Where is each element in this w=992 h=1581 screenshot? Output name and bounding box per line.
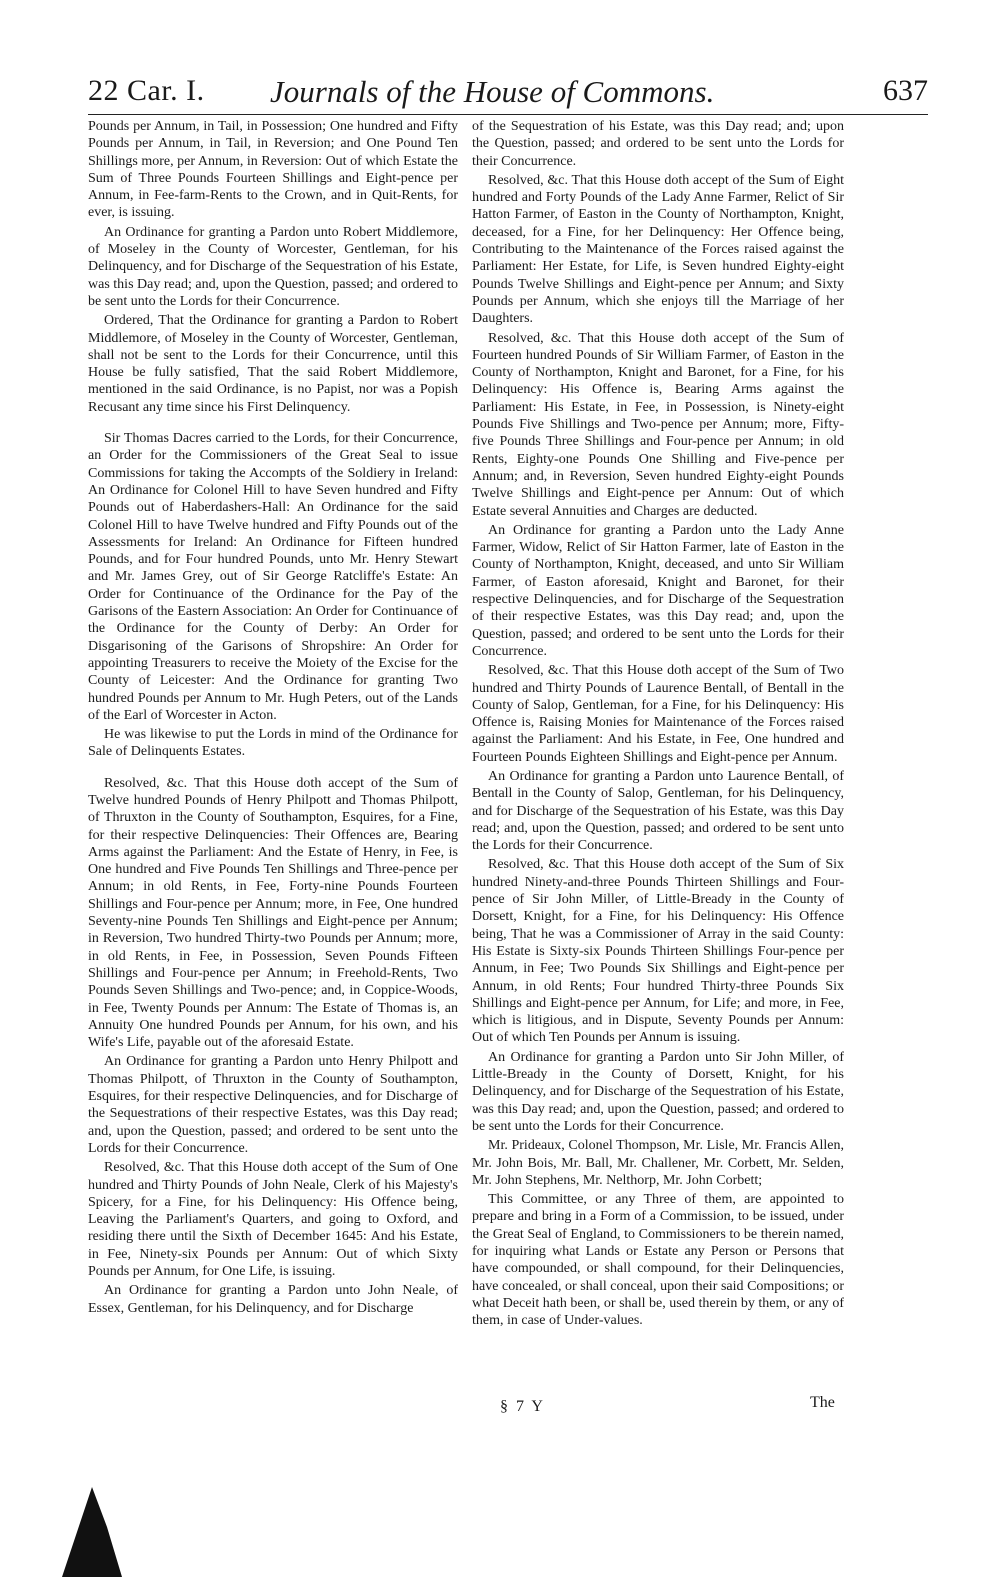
paragraph: This Committee, or any Three of them, are appointed to prepare and bring in a Form of a Commission, to be issued, under the Great Seal of England, to Commissioners to be therein named, for inquiring what Lands or Estate any Person or Persons that have compounded, or shall compound, for their Delinquencies, have concealed, or shall conceal, upon their said Compositions; or what Deceit hath been, or shall be, used therein by them, or any of them, in case of Under-values. [472,1192,844,1329]
paragraph: Mr. Prideaux, Colonel Thompson, Mr. Lisle, Mr. Francis Allen, Mr. John Bois, Mr. Ball, Mr. Challener, Mr. Corbett, Mr. Selden, Mr. John Stephens, Mr. Nelthorp, Mr. John Corbett; [472,1138,844,1188]
paragraph: Resolved, &c. That this House doth accept of the Sum of One hundred and Thirty Pounds of John Neale, Clerk of his Majesty's Spicery, for a Fine, for his Delinquency: His Offence being, Leaving the Parliament's Quarters, and going to Oxford, and residing there until the Sixth of December 1645: And his Estate, in Fee, Ninety-six Pounds per Annum: Out of which Sixty Pounds per Annum, for One Life, is issuing. [88,1160,458,1279]
paragraph: Ordered, That the Ordinance for granting a Pardon to Robert Middlemore, of Moseley in the County of Worcester, Gentleman, shall not be sent to the Lords for their Concurrence, until this House be fully satisfied, That the said Robert Middlemore, mentioned in the said Ordinance, is no Papist, nor was a Popish Recusant any time since his First Delinquency. [88,313,458,415]
paragraph: Pounds per Annum, in Tail, in Possession; One hundred and Fifty Pounds per Annum, in Tail, in Reversion; and One Pound Ten Shillings more, per Annum, in Reversion: Out of which Estate the Sum of Three Pounds Fourteen Shillings and Eight-pence per Annum, in Fee-farm-Rents to the Crown, and in Quit-Rents, for ever, is issuing. [88,119,458,221]
paragraph: of the Sequestration of his Estate, was this Day read; and; upon the Question, passed; and ordered to be sent unto the Lords for their Concurrence. [472,119,844,169]
paragraph: He was likewise to put the Lords in mind of the Ordinance for Sale of Delinquents Estates. [88,727,458,760]
paragraph: An Ordinance for granting a Pardon unto Laurence Bentall, of Bentall in the County of Salop, Gentleman, for his Delinquency, and for Discharge of the Sequestration of his Estate, was this Day read; and, upon the Question, passed; and ordered to be sent unto the Lords for their Concurrence. [472,768,844,854]
paragraph: An Ordinance for granting a Pardon unto Henry Philpott and Thomas Philpott, of Thruxton in the County of Southampton, Esquires, for their respective Delinquencies, and for Discharge of the Sequestrations of their respective Estates, was this Day read; and, upon the Question, passed; and ordered to be sent unto the Lords for their Concurrence. [88,1054,458,1156]
paragraph: Resolved, &c. That this House doth accept of the Sum of Six hundred Ninety-and-three Pounds Thirteen Shillings and Four-pence of Sir John Miller, of Little-Bready in the County of Dorsett, Knight, for a Fine, for his Delinquency: His Offence being, That he was a Commissioner of Array in the said County: His Estate is Sixty-six Pounds Thirteen Shillings Four-pence per Annum, in Fee; Two Pounds Six Shillings and Eight-pence per Annum, in old Rents; Four hundred Thirty-three Pounds Six Shillings and Eight-pence per Annum, for Life; and more, in Fee, which is litigious, and in Dispute, Seventy Pounds per Annum: Out of which Ten Pounds per Annum is issuing. [472,857,844,1046]
signature-mark: § 7 Y [500,1398,545,1415]
paragraph: Sir Thomas Dacres carried to the Lords, for their Concurrence, an Order for the Commissioners of the Great Seal to issue Commissions for taking the Accompts of the Soldiery in Ireland: An Ordinance for Colonel Hill to have Seven hundred and Fifty Pounds out of Haberdashers-Hall: An Ordinance for the said Colonel Hill to have Twelve hundred and Fifty Pounds out of the Assessments for Ireland: An Ordinance for Fifteen hundred Pounds, and for Four hundred Pounds, unto Mr. Henry Stewart and Mr. James Grey, out of Sir George Ratcliffe's Estate: An Order for Continuance of the Ordinance for the Pay of the Garisons of the Eastern Association: An Order for Continuance of the Ordinance for the County of Derby: An Order for Disgarisoning of the Garisons of Shropshire: An Order for appointing Treasurers to receive the Moiety of the Excise for the County of Leicester: And the Ordinance for granting Two hundred Pounds per Annum to Mr. Hugh Peters, out of the Lands of the Earl of Worcester in Acton. [88,431,458,723]
right-column [472,118,844,1403]
page-number: 637 [883,74,928,107]
catchword: The [810,1394,835,1411]
page-corner-shadow [62,1487,122,1577]
paragraph: Resolved, &c. That this House doth accept of the Sum of Twelve hundred Pounds of Henry Philpott and Thomas Philpott, of Thruxton in the County of Southampton, Esquires, for a Fine, for their respective Delinquencies: Their Offences are, Bearing Arms against the Parliament: And the Estate of Henry, in Fee, is One hundred and Five Pounds Ten Shillings and Three-pence per Annum; in old Rents, in Fee, Forty-nine Pounds Fourteen Shillings and Four-pence per Annum; more, in Fee, One hundred Seventy-nine Pounds Ten Shillings and Eight-pence per Annum; in Reversion, Two hundred Thirty-two Pounds per Annum; more, in old Rents, in Fee, in Possession, Seven Pounds Fifteen Shillings and Four-pence per Annum; in Freehold-Rents, Two Pounds Seven Shillings and Two-pence; and, in Coppice-Woods, in Fee, Twenty Pounds per Annum: The Estate of Thomas is, an Annuity One hundred Pounds per Annum, for his own, and his Wife's Life, payable out of the aforesaid Estate. [88,775,458,1051]
paragraph: Resolved, &c. That this House doth accept of the Sum of Two hundred and Thirty Pounds of Laurence Bentall, of Bentall in the County of Salop, Gentleman, for a Fine, for his Delinquency: His Offence is, Raising Monies for Maintenance of the Forces raised against the Parliament: And his Estate, in Fee, One hundred and Fourteen Pounds Eighteen Shillings and Eight-pence per Annum. [472,663,844,765]
left-column [88,118,458,1403]
paragraph: An Ordinance for granting a Pardon unto Robert Middlemore, of Moseley in the County of Worcester, Gentleman, for his Delinquency, and for Discharge of the Sequestration of his Estate, was this Day read; and, upon the Question, passed; and ordered to be sent unto the Lords for their Concurrence. [88,224,458,309]
paragraph: An Ordinance for granting a Pardon unto Sir John Miller, of Little-Bready in the County of Dorsett, Knight, for his Delinquency, and for Discharge of the Sequestration of his Estate, was this Day read; and, upon the Question, passed; and ordered to be sent unto the Lords for their Concurrence. [472,1049,844,1134]
paragraph: An Ordinance for granting a Pardon unto the Lady Anne Farmer, Widow, Relict of Sir Hatton Farmer, late of Easton in the County of Northampton, Knight, deceased, and unto Sir William Farmer, of Easton aforesaid, Knight and Baronet, for their respective Delinquencies, and for Discharge of the Sequestration of their respective Estates, was this Day read; and, upon the Question, passed; and ordered to be sent unto the Lords for their Concurrence. [472,522,844,659]
regnal-year: 22 Car. I. [88,74,205,107]
paragraph: Resolved, &c. That this House doth accept of the Sum of Fourteen hundred Pounds of Sir William Farmer, of Easton in the County of Northampton, Knight and Baronet, for a Fine, for his Delinquency: His Offence is, Bearing Arms against the Parliament: His Estate, in Fee, in Possession, is Ninety-eight Pounds Five Shillings and Two-pence per Annum; more, Fifty-five Pounds Three Shillings and Four-pence per Annum; in old Rents, Eighty-one Pounds One Shilling and Five-pence per Annum; and, in Reversion, Seven hundred Eighty-eight Pounds Twelve Shillings and Eight-pence per Annum: Out of which Estate several Annuities and Charges are deducted. [472,330,844,519]
page-header [88,74,928,115]
paragraph: Resolved, &c. That this House doth accept of the Sum of Eight hundred and Forty Pounds of the Lady Anne Farmer, Relict of Sir Hatton Farmer, of Easton in the County of Northampton, Knight, deceased, for a Fine, for her Delinquency: Her Offence being, Contributing to the Maintenance of the Forces raised against the Parliament: Her Estate, for Life, is Seven hundred Eighty-eight Pounds Twelve Shillings and Eight-pence per Annum; and Sixty Pounds per Annum, which she enjoys till the Marriage of her Daughters. [472,172,844,327]
paragraph: An Ordinance for granting a Pardon unto John Neale, of Essex, Gentleman, for his Delinquency, and for Discharge [88,1283,458,1316]
journal-title: Journals of the House of Commons. [270,74,715,109]
